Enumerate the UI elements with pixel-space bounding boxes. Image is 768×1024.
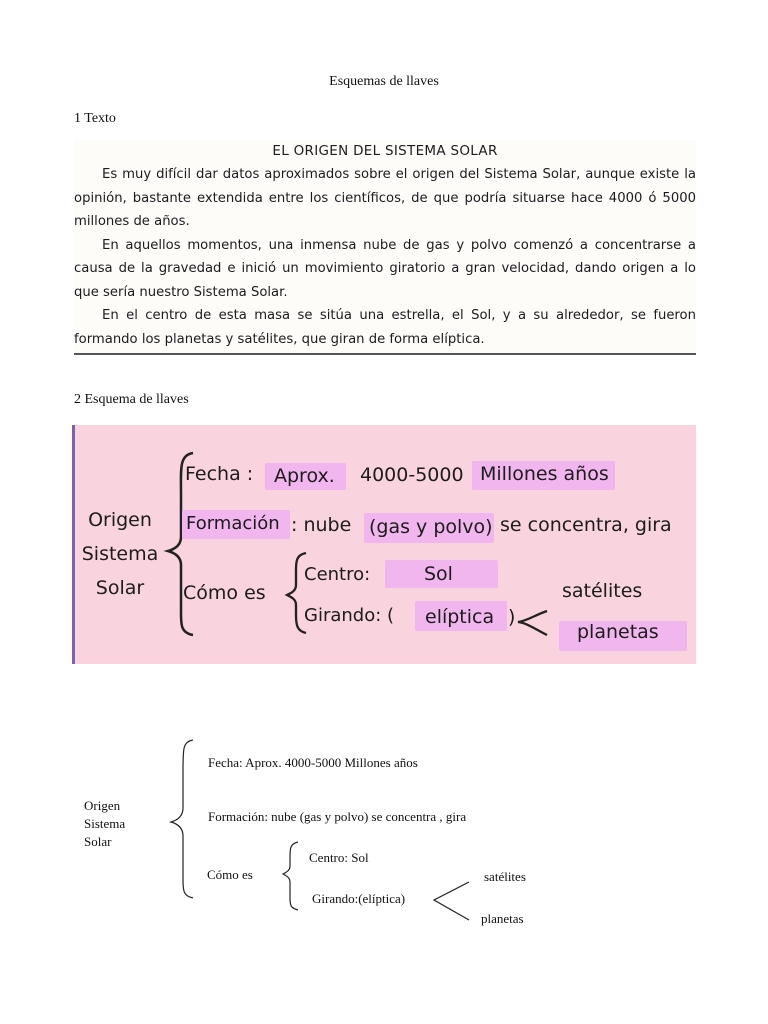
girando-value: elíptica: [425, 606, 495, 628]
planetas-label: planetas: [577, 621, 659, 643]
satelites-label: satélites: [562, 580, 643, 602]
section-heading-texto: 1 Texto: [74, 111, 116, 126]
girando-label: Girando: (: [304, 605, 395, 626]
centro-label: Centro:: [304, 564, 371, 585]
typed-centro: Centro: Sol: [309, 850, 369, 865]
centro-value: Sol: [424, 563, 453, 585]
fecha-approx: Aprox.: [274, 465, 335, 487]
fecha-label: Fecha :: [185, 463, 254, 485]
typed-root-line2: Sistema: [84, 816, 126, 831]
text-paragraph-3: En el centro de esta masa se sitúa una estrella, el Sol, y a su alrededor, se fueron formando los planetas y satélites, que giran de forma elíptica.: [74, 308, 696, 347]
typed-root-line1: Origen: [84, 798, 121, 813]
fecha-range: 4000-5000: [360, 464, 464, 486]
fecha-unit: Millones años: [480, 463, 609, 485]
typed-formacion: Formación: nube (gas y polvo) se concentra , gira: [208, 809, 467, 824]
typed-como: Cómo es: [207, 867, 253, 882]
section-heading-esquema: 2 Esquema de llaves: [74, 392, 189, 407]
typed-brace-scheme: [0, 730, 768, 940]
document-title: Esquemas de llaves: [329, 74, 439, 89]
text-paragraph-2: En aquellos momentos, una inmensa nube de gas y polvo comenzó a concentrarse a causa de la gravedad e inició un movimiento giratorio a gran velocidad, dando origen a lo que sería nuestro Sistema Solar.: [74, 237, 696, 300]
text-image-title: EL ORIGEN DEL SISTEMA SOLAR: [272, 143, 498, 159]
formacion-label: Formación: [186, 513, 280, 534]
origin-text-image: [74, 140, 696, 355]
typed-planetas: planetas: [481, 911, 524, 926]
typed-root-line3: Solar: [84, 834, 112, 849]
como-label: Cómo es: [183, 582, 266, 604]
girando-close: ): [508, 606, 516, 628]
formacion-rest: se concentra, gira: [500, 514, 672, 536]
text-paragraph-1: Es muy difícil dar datos aproximados sobre el origen del Sistema Solar, aunque existe la opinión, bastante extendida entre los científicos, de que podría situarse hace 4000 ó 5000 millones de años.: [74, 167, 696, 229]
scheme-root-text: Origen Sistema Solar: [81, 509, 159, 599]
typed-fecha: Fecha: Aprox. 4000-5000 Millones años: [208, 755, 418, 770]
typed-satelites: satélites: [484, 869, 526, 884]
formacion-nube: : nube: [291, 514, 352, 536]
typed-girando: Girando:(elíptica): [312, 891, 406, 906]
formacion-gas: (gas y polvo): [369, 516, 493, 538]
brace-scheme-image: [72, 425, 696, 664]
